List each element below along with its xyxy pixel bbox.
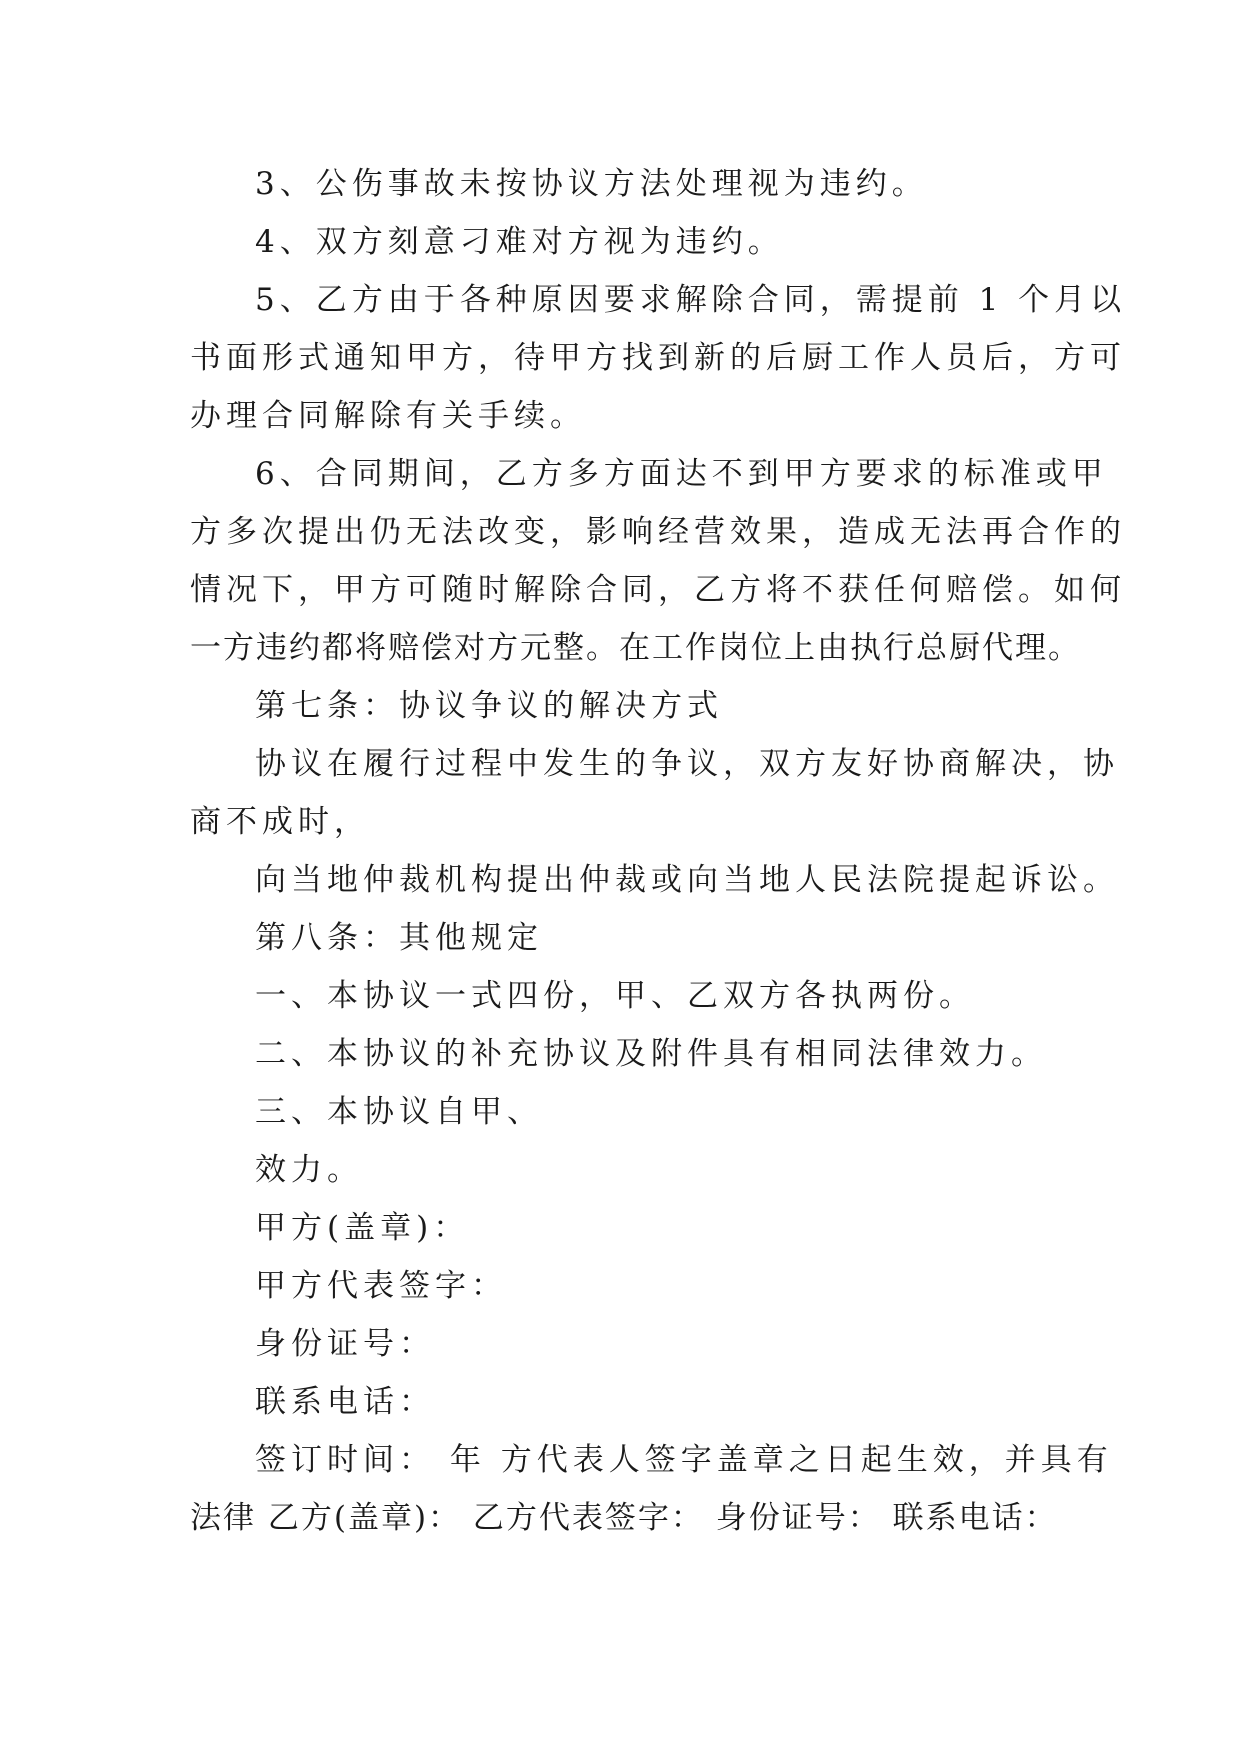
clause-6-line-2: 方多次提出仍无法改变，影响经营效果，造成无法再合作的 bbox=[190, 514, 1126, 550]
article-8-item-1: 一、本协议一式四份，甲、乙双方各执两份。 bbox=[255, 978, 975, 1014]
clause-5-line-1: 5、乙方由于各种原因要求解除合同，需提前 1 个月以 bbox=[255, 282, 1127, 318]
clause-3-line: 3、公伤事故未按协议方法处理视为违约。 bbox=[255, 166, 928, 202]
party-a-signature: 甲方代表签字： bbox=[255, 1268, 507, 1304]
article-8-item-3-cont: 效力。 bbox=[255, 1152, 363, 1188]
article-7-line-1: 协议在履行过程中发生的争议，双方友好协商解决，协 bbox=[255, 746, 1119, 782]
party-b-line: 法律 乙方(盖章)： 乙方代表签字： 身份证号： 联系电话： bbox=[190, 1500, 1058, 1536]
article-8-heading: 第八条：其他规定 bbox=[255, 920, 543, 956]
clause-6-line-4: 一方违约都将赔偿对方元整。在工作岗位上由执行总厨代理。 bbox=[190, 630, 1081, 666]
party-a-id-number: 身份证号： bbox=[255, 1326, 435, 1362]
clause-6-line-1: 6、合同期间，乙方多方面达不到甲方要求的标准或甲 bbox=[255, 456, 1108, 492]
article-7-line-3: 向当地仲裁机构提出仲裁或向当地人民法院提起诉讼。 bbox=[255, 862, 1119, 898]
clause-4-line: 4、双方刻意刁难对方视为违约。 bbox=[255, 224, 784, 260]
party-a-phone: 联系电话： bbox=[255, 1384, 435, 1420]
clause-6-line-3: 情况下，甲方可随时解除合同，乙方将不获任何赔偿。如何 bbox=[190, 572, 1126, 608]
clause-5-line-3: 办理合同解除有关手续。 bbox=[190, 398, 586, 434]
article-8-item-2: 二、本协议的补充协议及附件具有相同法律效力。 bbox=[255, 1036, 1047, 1072]
article-8-item-3: 三、本协议自甲、 bbox=[255, 1094, 543, 1130]
party-a-seal: 甲方(盖章)： bbox=[255, 1210, 470, 1246]
clause-5-line-2: 书面形式通知甲方，待甲方找到新的后厨工作人员后，方可 bbox=[190, 340, 1126, 376]
signing-time-line: 签订时间： 年 方代表人签字盖章之日起生效，并具有 bbox=[255, 1442, 1113, 1478]
article-7-heading: 第七条：协议争议的解决方式 bbox=[255, 688, 723, 724]
article-7-line-2: 商不成时， bbox=[190, 804, 370, 840]
